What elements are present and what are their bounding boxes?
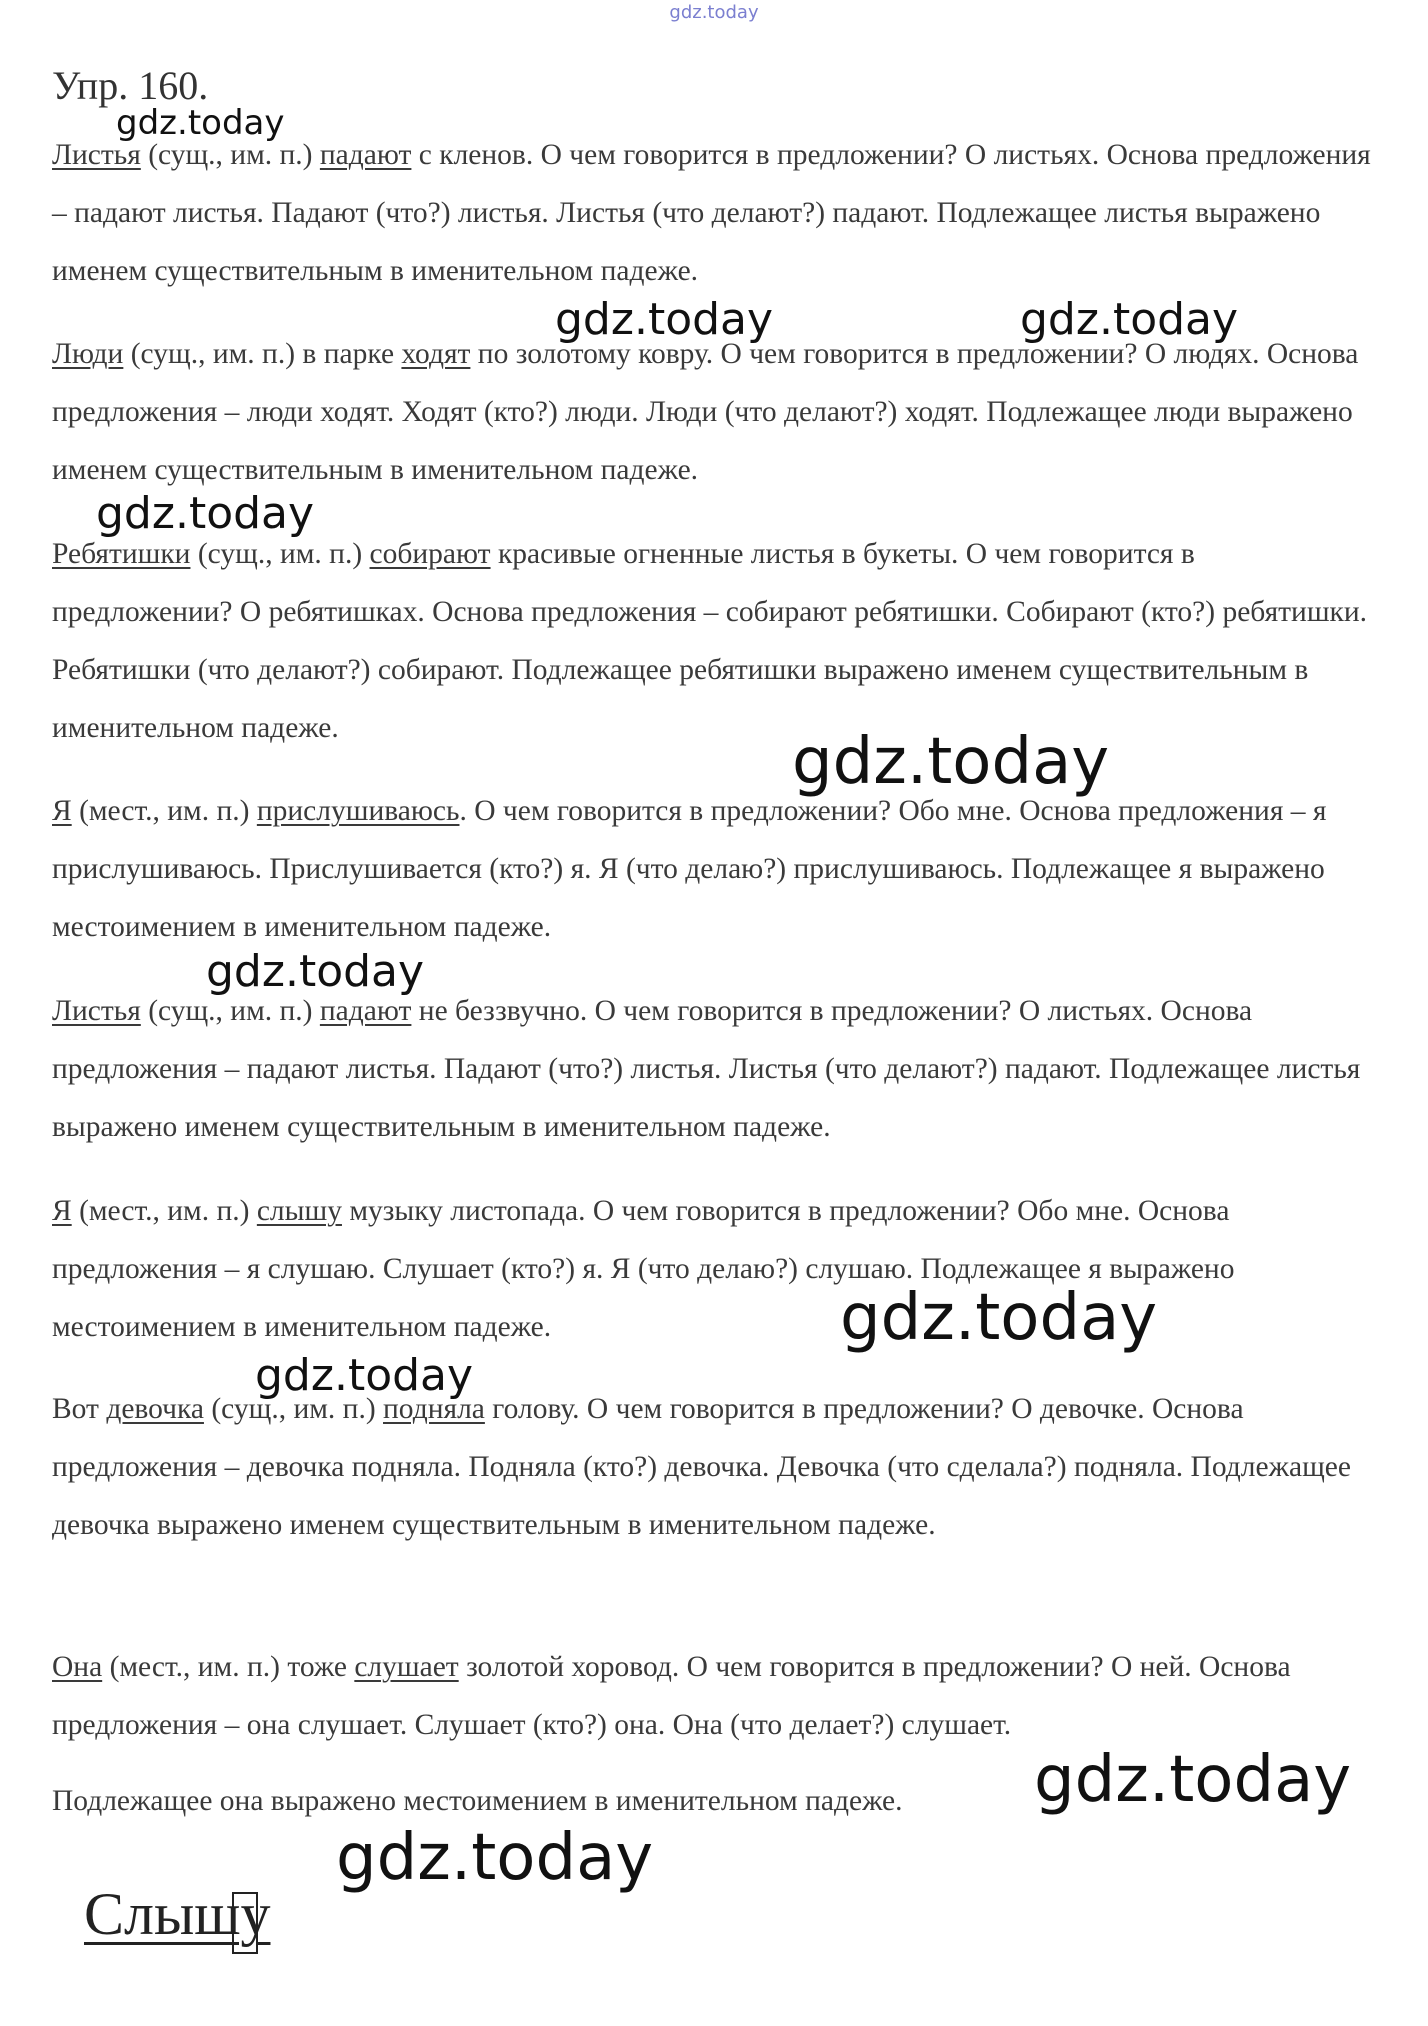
- subject: Люди: [52, 338, 124, 370]
- subject-note: (мест., им. п.): [71, 1195, 257, 1227]
- predicate: собирают: [369, 538, 491, 570]
- text-cursor-box: [232, 1892, 258, 1954]
- subject: Листья: [52, 995, 141, 1027]
- subject-note: (сущ., им. п.) в парке: [123, 338, 402, 370]
- paragraph-6: [52, 1182, 1382, 1356]
- subject-note: (сущ., им. п.): [190, 538, 370, 570]
- paragraph-text: Подлежащее она выражено местоимением в именительном падеже.: [52, 1785, 903, 1817]
- top-watermark: gdz.today: [669, 2, 759, 23]
- paragraph-5: [52, 982, 1382, 1156]
- paragraph-lead: Вот: [52, 1393, 107, 1425]
- watermark: gdz.today: [792, 725, 1110, 799]
- paragraph-text: . О чем говорится в предложении? Обо мне. Основа предложения – я прислушиваюсь. Прислушивается (кто?) я. Я (что делаю?) прислушиваюсь. Подлежащее я выражено местоимением в именительном падеже.: [52, 795, 1327, 943]
- subject-note: (мест., им. п.) тоже: [102, 1651, 355, 1683]
- watermark: gdz.today: [555, 294, 774, 345]
- paragraph-text: по золотому ковру. О чем говорится в предложении? О людях. Основа предложения – люди ходят. Ходят (кто?) люди. Люди (что делают?) ходят. Подлежащее люди выражено именем существительным в именительном падеже.: [52, 338, 1359, 486]
- paragraph-text: красивые огненные листья в букеты. О чем говорится в предложении? О ребятишках. Основа предложения – собирают ребятишки. Собирают (кто?) ребятишки. Ребятишки (что делают?) собирают. Подлежащее ребятишки выражено именем существительным в именительном падеже.: [52, 538, 1368, 744]
- paragraph-4: [52, 782, 1382, 956]
- paragraph-text: не беззвучно. О чем говорится в предложении? О листьях. Основа предложения – падают листья. Падают (что?) листья. Листья (что делают?) падают. Подлежащее листья выражено именем существительным в именительном падеже.: [52, 995, 1361, 1143]
- watermark: gdz.today: [255, 1350, 474, 1401]
- subject: Ребятишки: [52, 538, 191, 570]
- predicate: слушает: [354, 1651, 459, 1683]
- paragraph-text: музыку листопада. О чем говорится в предложении? Обо мне. Основа предложения – я слушаю. Слушает (кто?) я. Я (что делаю?) слушаю. Подлежащее я выражено местоимением в именительном падеже.: [52, 1195, 1235, 1343]
- subject: Листья: [52, 139, 141, 171]
- watermark: gdz.today: [840, 1281, 1158, 1355]
- subject: девочка: [106, 1393, 204, 1425]
- subject: Я: [52, 1195, 72, 1227]
- paragraph-3: [52, 525, 1382, 757]
- exercise-title: Упр. 160.: [52, 63, 209, 108]
- paragraph-8: [52, 1638, 1382, 1754]
- watermark: gdz.today: [206, 946, 425, 997]
- subject-note: (мест., им. п.): [71, 795, 257, 827]
- paragraph-text: голову. О чем говорится в предложении? О девочке. Основа предложения – девочка подняла. Подняла (кто?) девочка. Девочка (что сделала?) подняла. Подлежащее девочка выражено именем существительным в именительном падеже.: [52, 1393, 1351, 1541]
- paragraph-2: [52, 325, 1382, 499]
- paragraph-7: [52, 1380, 1382, 1554]
- predicate: слышу: [256, 1195, 342, 1227]
- subject-note: (сущ., им. п.): [140, 995, 320, 1027]
- predicate: падают: [319, 995, 412, 1027]
- subject-note: (сущ., им. п.): [140, 139, 320, 171]
- subject-note: (сущ., им. п.): [203, 1393, 384, 1425]
- bottom-word: Слышу: [84, 1881, 271, 1947]
- watermark: gdz.today: [116, 103, 285, 143]
- watermark: gdz.today: [336, 1821, 654, 1895]
- predicate: подняла: [383, 1393, 485, 1425]
- watermark: gdz.today: [1034, 1743, 1352, 1817]
- predicate: прислушиваюсь: [256, 795, 460, 827]
- watermark: gdz.today: [1020, 294, 1239, 345]
- paragraph-text: золотой хоровод. О чем говорится в предложении? О ней. Основа предложения – она слушает. Слушает (кто?) она. Она (что делает?) слушает.: [52, 1651, 1291, 1741]
- predicate: ходят: [401, 338, 471, 370]
- paragraph-text: с кленов. О чем говорится в предложении? О листьях. Основа предложения – падают листья. Падают (что?) листья. Листья (что делают?) падают. Подлежащее листья выражено именем существительным в именительном падеже.: [52, 139, 1371, 287]
- watermark: gdz.today: [96, 488, 315, 539]
- predicate: падают: [319, 139, 412, 171]
- subject: Она: [52, 1651, 103, 1683]
- paragraph-1: [52, 126, 1382, 300]
- subject: Я: [52, 795, 72, 827]
